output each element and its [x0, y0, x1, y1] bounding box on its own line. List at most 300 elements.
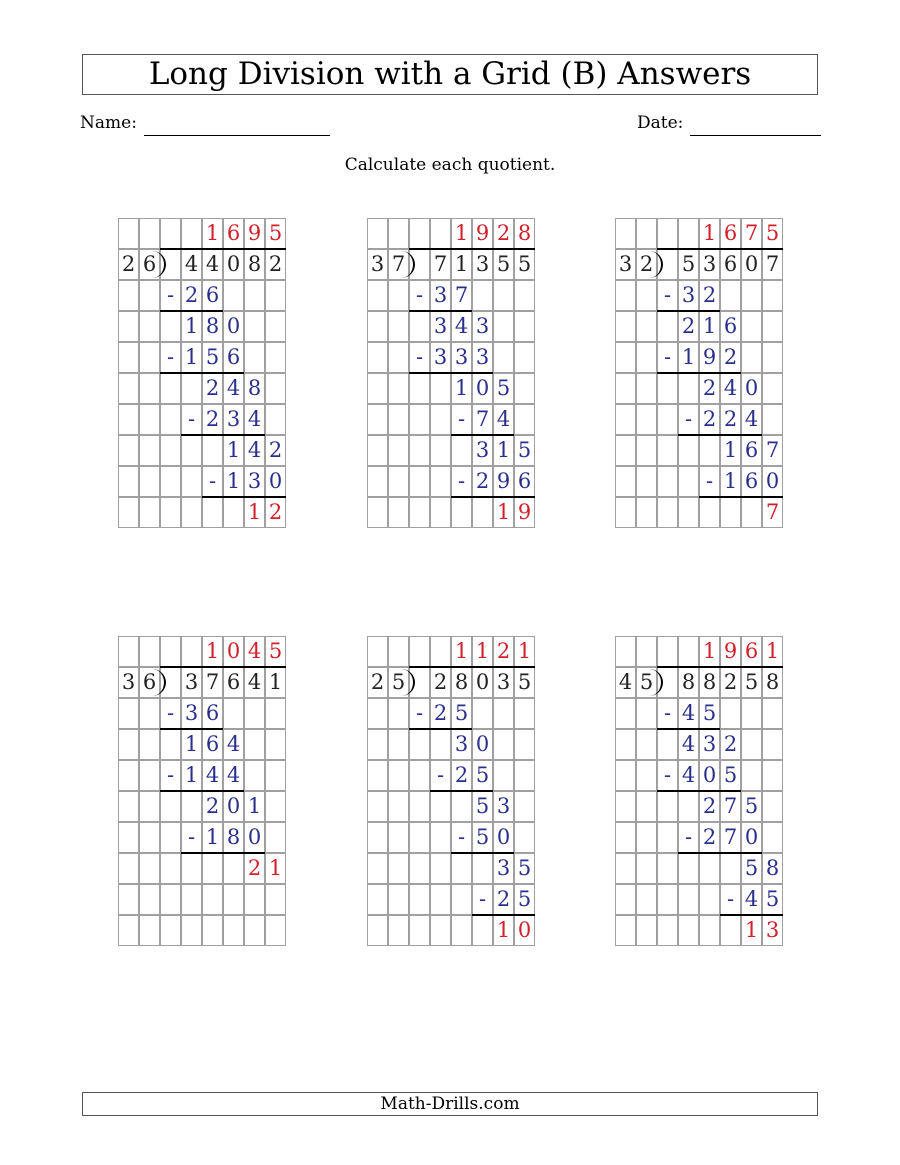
difference-digit: 0 [226, 314, 241, 338]
grid-cell [514, 280, 535, 311]
dividend-digit: 7 [433, 252, 448, 276]
grid-cell [657, 822, 678, 853]
product-digit: 1 [226, 469, 241, 493]
difference-digit: 1 [702, 314, 717, 338]
grid-cell [409, 466, 430, 497]
grid-cell [636, 853, 657, 884]
grid-cell [388, 760, 409, 791]
minus-sign: - [457, 469, 466, 493]
minus-sign: - [705, 469, 714, 493]
dividend-digit: 2 [433, 670, 448, 694]
grid-cell [741, 760, 762, 791]
grid-cell [699, 853, 720, 884]
difference-digit: 5 [744, 856, 759, 880]
grid-cell [265, 791, 286, 822]
grid-cell [118, 822, 139, 853]
grid-cell [657, 915, 678, 946]
divisor-digit: 2 [639, 252, 654, 276]
grid-cell [265, 760, 286, 791]
product-digit: 6 [205, 283, 220, 307]
grid-cell [493, 729, 514, 760]
division-problem-3 [615, 218, 783, 528]
grid-cell [636, 497, 657, 528]
grid-cell [514, 791, 535, 822]
product-digit: 6 [744, 469, 759, 493]
quotient-digit: 5 [268, 639, 283, 663]
grid-cell [472, 915, 493, 946]
grid-cell [181, 373, 202, 404]
product-digit: 2 [702, 283, 717, 307]
grid-cell [160, 497, 181, 528]
minus-sign: - [684, 407, 693, 431]
grid-cell [678, 218, 699, 249]
grid-cell [160, 311, 181, 342]
name-field[interactable] [144, 135, 330, 136]
difference-digit: 8 [765, 856, 780, 880]
grid-cell [678, 915, 699, 946]
grid-cell [514, 311, 535, 342]
product-digit: 3 [433, 283, 448, 307]
grid-cell [139, 311, 160, 342]
grid-cell [430, 884, 451, 915]
quotient-digit: 5 [268, 221, 283, 245]
division-problem-5 [367, 636, 535, 946]
dividend-digit: 1 [268, 670, 283, 694]
grid-cell [615, 791, 636, 822]
product-digit: 3 [433, 345, 448, 369]
name-label: Name: [80, 113, 137, 133]
date-field[interactable] [690, 135, 821, 136]
grid-cell [265, 915, 286, 946]
grid-cell [678, 853, 699, 884]
dividend-digit: 8 [702, 670, 717, 694]
grid-cell [223, 853, 244, 884]
grid-cell [514, 760, 535, 791]
dividend-digit: 2 [268, 252, 283, 276]
grid-cell [762, 342, 783, 373]
quotient-digit: 1 [205, 221, 220, 245]
grid-cell [265, 698, 286, 729]
remainder-digit: 2 [268, 500, 283, 524]
date-label: Date: [637, 113, 684, 133]
grid-cell [409, 884, 430, 915]
grid-cell [636, 404, 657, 435]
quotient-digit: 7 [744, 221, 759, 245]
grid-cell [223, 884, 244, 915]
difference-digit: 4 [454, 314, 469, 338]
grid-cell [139, 822, 160, 853]
grid-cell [762, 404, 783, 435]
difference-digit: 0 [744, 376, 759, 400]
grid-cell [118, 218, 139, 249]
grid-cell [202, 497, 223, 528]
minus-sign: - [415, 283, 424, 307]
grid-cell [636, 435, 657, 466]
product-digit: 2 [702, 825, 717, 849]
grid-cell [615, 404, 636, 435]
division-problem-6 [615, 636, 783, 946]
grid-cell [472, 280, 493, 311]
grid-cell [451, 915, 472, 946]
grid-cell [678, 466, 699, 497]
grid-cell [118, 311, 139, 342]
grid-cell [615, 698, 636, 729]
grid-cell [367, 636, 388, 667]
divisor-digit: 5 [639, 670, 654, 694]
grid-cell [244, 311, 265, 342]
quotient-digit: 1 [702, 639, 717, 663]
product-digit: 0 [496, 825, 511, 849]
grid-cell [615, 466, 636, 497]
remainder-digit: 1 [268, 856, 283, 880]
grid-cell [430, 435, 451, 466]
product-digit: 4 [247, 407, 262, 431]
dividend-digit: 5 [517, 252, 532, 276]
grid-cell [657, 884, 678, 915]
grid-cell [720, 497, 741, 528]
grid-cell [430, 497, 451, 528]
grid-cell [160, 373, 181, 404]
dividend-digit: 0 [744, 252, 759, 276]
product-digit: 5 [723, 763, 738, 787]
product-digit: 5 [475, 825, 490, 849]
quotient-digit: 6 [744, 639, 759, 663]
grid-cell [367, 342, 388, 373]
grid-cell [636, 915, 657, 946]
grid-cell [367, 822, 388, 853]
grid-cell [615, 884, 636, 915]
difference-digit: 4 [226, 732, 241, 756]
difference-digit: 8 [247, 376, 262, 400]
difference-digit: 1 [454, 376, 469, 400]
product-digit: 2 [496, 887, 511, 911]
grid-cell [265, 404, 286, 435]
grid-cell [636, 791, 657, 822]
difference-digit: 4 [226, 376, 241, 400]
grid-cell [139, 218, 160, 249]
product-digit: 8 [226, 825, 241, 849]
dividend-digit: 6 [226, 670, 241, 694]
grid-cell [160, 435, 181, 466]
grid-cell [118, 435, 139, 466]
divisor-digit: 4 [618, 670, 633, 694]
grid-cell [181, 466, 202, 497]
grid-cell [615, 760, 636, 791]
dividend-digit: 8 [454, 670, 469, 694]
grid-cell [388, 853, 409, 884]
dividend-digit: 3 [475, 252, 490, 276]
grid-cell [367, 497, 388, 528]
difference-digit: 2 [681, 314, 696, 338]
difference-digit: 7 [723, 794, 738, 818]
dividend-digit: 4 [184, 252, 199, 276]
grid-cell [388, 729, 409, 760]
grid-cell [741, 729, 762, 760]
product-digit: 4 [496, 407, 511, 431]
difference-digit: 1 [723, 438, 738, 462]
minus-sign: - [457, 407, 466, 431]
minus-sign: - [436, 763, 445, 787]
grid-cell [409, 497, 430, 528]
product-digit: 5 [702, 701, 717, 725]
grid-cell [678, 373, 699, 404]
quotient-digit: 1 [454, 221, 469, 245]
grid-cell [430, 729, 451, 760]
product-digit: 2 [723, 407, 738, 431]
product-digit: 9 [496, 469, 511, 493]
difference-digit: 2 [268, 438, 283, 462]
grid-cell [139, 280, 160, 311]
grid-cell [514, 404, 535, 435]
difference-digit: 1 [184, 314, 199, 338]
grid-cell [430, 636, 451, 667]
dividend-digit: 3 [496, 670, 511, 694]
grid-cell [514, 373, 535, 404]
grid-cell [139, 915, 160, 946]
grid-cell [762, 822, 783, 853]
grid-cell [181, 791, 202, 822]
grid-cell [367, 435, 388, 466]
quotient-digit: 9 [475, 221, 490, 245]
grid-cell [430, 404, 451, 435]
grid-cell [202, 884, 223, 915]
divisor-digit: 2 [121, 252, 136, 276]
difference-digit: 5 [744, 794, 759, 818]
product-digit: 0 [702, 763, 717, 787]
grid-cell [657, 218, 678, 249]
grid-cell [202, 853, 223, 884]
grid-cell [430, 218, 451, 249]
grid-cell [636, 373, 657, 404]
dividend-digit: 5 [496, 252, 511, 276]
grid-cell [223, 915, 244, 946]
quotient-digit: 5 [765, 221, 780, 245]
product-digit: 5 [765, 887, 780, 911]
grid-cell [160, 729, 181, 760]
quotient-digit: 1 [205, 639, 220, 663]
product-digit: 7 [723, 825, 738, 849]
minus-sign: - [187, 407, 196, 431]
grid-cell [265, 280, 286, 311]
remainder-digit: 1 [247, 500, 262, 524]
minus-sign: - [166, 701, 175, 725]
grid-cell [636, 311, 657, 342]
grid-cell [388, 466, 409, 497]
grid-cell [139, 729, 160, 760]
grid-cell [741, 342, 762, 373]
dividend-digit: 4 [205, 252, 220, 276]
dividend-digit: 1 [454, 252, 469, 276]
minus-sign: - [663, 701, 672, 725]
grid-cell [118, 373, 139, 404]
grid-cell [720, 698, 741, 729]
grid-cell [388, 822, 409, 853]
grid-cell [139, 342, 160, 373]
grid-cell [265, 729, 286, 760]
grid-cell [657, 636, 678, 667]
minus-sign: - [166, 283, 175, 307]
product-digit: 3 [681, 283, 696, 307]
minus-sign: - [415, 345, 424, 369]
grid-cell [367, 466, 388, 497]
minus-sign: - [684, 825, 693, 849]
grid-cell [388, 218, 409, 249]
grid-cell [181, 435, 202, 466]
difference-digit: 5 [475, 794, 490, 818]
grid-cell [636, 884, 657, 915]
dividend-digit: 0 [475, 670, 490, 694]
difference-digit: 4 [681, 732, 696, 756]
product-digit: 7 [454, 283, 469, 307]
remainder-digit: 3 [765, 918, 780, 942]
product-digit: 5 [517, 887, 532, 911]
divisor-digit: 6 [142, 252, 157, 276]
grid-cell [139, 373, 160, 404]
grid-cell [741, 497, 762, 528]
grid-cell [223, 698, 244, 729]
product-digit: 2 [205, 407, 220, 431]
product-digit: 0 [744, 825, 759, 849]
grid-cell [244, 729, 265, 760]
grid-cell [265, 822, 286, 853]
minus-sign: - [457, 825, 466, 849]
quotient-digit: 8 [517, 221, 532, 245]
grid-cell [265, 373, 286, 404]
dividend-digit: 5 [681, 252, 696, 276]
grid-cell [388, 280, 409, 311]
difference-digit: 5 [496, 376, 511, 400]
grid-cell [160, 853, 181, 884]
instructions: Calculate each quotient. [344, 155, 556, 175]
grid-cell [181, 636, 202, 667]
difference-digit: 3 [433, 314, 448, 338]
grid-cell [762, 373, 783, 404]
footer: Math-Drills.com [82, 1092, 818, 1116]
grid-cell [430, 373, 451, 404]
grid-cell [367, 311, 388, 342]
grid-cell [388, 915, 409, 946]
grid-cell [181, 497, 202, 528]
grid-cell [615, 373, 636, 404]
grid-cell [762, 791, 783, 822]
grid-cell [139, 791, 160, 822]
product-digit: 4 [744, 887, 759, 911]
minus-sign: - [166, 345, 175, 369]
product-digit: 0 [268, 469, 283, 493]
grid-cell [699, 497, 720, 528]
grid-cell [118, 342, 139, 373]
product-digit: 4 [205, 763, 220, 787]
grid-cell [636, 636, 657, 667]
grid-cell [636, 218, 657, 249]
product-digit: 1 [205, 825, 220, 849]
grid-cell [741, 311, 762, 342]
grid-cell [223, 280, 244, 311]
grid-cell [430, 822, 451, 853]
grid-cell [615, 636, 636, 667]
grid-cell [118, 853, 139, 884]
product-digit: 6 [205, 701, 220, 725]
remainder-digit: 1 [496, 918, 511, 942]
grid-cell [118, 915, 139, 946]
grid-cell [388, 698, 409, 729]
grid-cell [367, 853, 388, 884]
product-digit: 0 [247, 825, 262, 849]
grid-cell [244, 342, 265, 373]
dividend-digit: 4 [247, 670, 262, 694]
product-digit: 0 [765, 469, 780, 493]
grid-cell [451, 497, 472, 528]
grid-cell [636, 698, 657, 729]
divisor-digit: 6 [142, 670, 157, 694]
grid-cell [118, 698, 139, 729]
dividend-digit: 8 [247, 252, 262, 276]
difference-digit: 1 [184, 732, 199, 756]
product-digit: 3 [226, 407, 241, 431]
grid-cell [409, 636, 430, 667]
divisor-digit: 5 [391, 670, 406, 694]
grid-cell [657, 311, 678, 342]
dividend-digit: 7 [765, 252, 780, 276]
grid-cell [244, 760, 265, 791]
grid-cell [699, 435, 720, 466]
dividend-digit: 7 [205, 670, 220, 694]
product-digit: 5 [475, 763, 490, 787]
grid-cell [430, 791, 451, 822]
grid-cell [678, 884, 699, 915]
grid-cell [139, 435, 160, 466]
divisor-digit: 3 [618, 252, 633, 276]
grid-cell [265, 342, 286, 373]
grid-cell [615, 915, 636, 946]
product-digit: 1 [184, 763, 199, 787]
difference-digit: 3 [475, 314, 490, 338]
divisor-digit: 7 [391, 252, 406, 276]
grid-cell [615, 280, 636, 311]
remainder-digit: 1 [744, 918, 759, 942]
grid-cell [388, 342, 409, 373]
grid-cell [615, 497, 636, 528]
grid-cell [367, 280, 388, 311]
difference-digit: 6 [723, 314, 738, 338]
dividend-digit: 3 [184, 670, 199, 694]
quotient-digit: 1 [517, 639, 532, 663]
difference-digit: 1 [247, 794, 262, 818]
difference-digit: 0 [475, 376, 490, 400]
worksheet-title: Long Division with a Grid (B) Answers [82, 54, 818, 95]
product-digit: 2 [433, 701, 448, 725]
grid-cell [160, 822, 181, 853]
grid-cell [160, 636, 181, 667]
product-digit: 3 [184, 701, 199, 725]
divisor-digit: 2 [370, 670, 385, 694]
grid-cell [409, 915, 430, 946]
grid-cell [409, 218, 430, 249]
quotient-digit: 6 [226, 221, 241, 245]
dividend-digit: 5 [744, 670, 759, 694]
grid-cell [388, 636, 409, 667]
grid-cell [160, 218, 181, 249]
division-problem-1 [118, 218, 286, 528]
remainder-digit: 7 [765, 500, 780, 524]
difference-digit: 0 [475, 732, 490, 756]
product-digit: 2 [454, 763, 469, 787]
grid-cell [139, 698, 160, 729]
grid-cell [118, 497, 139, 528]
grid-cell [160, 915, 181, 946]
dividend-digit: 2 [723, 670, 738, 694]
minus-sign: - [663, 283, 672, 307]
